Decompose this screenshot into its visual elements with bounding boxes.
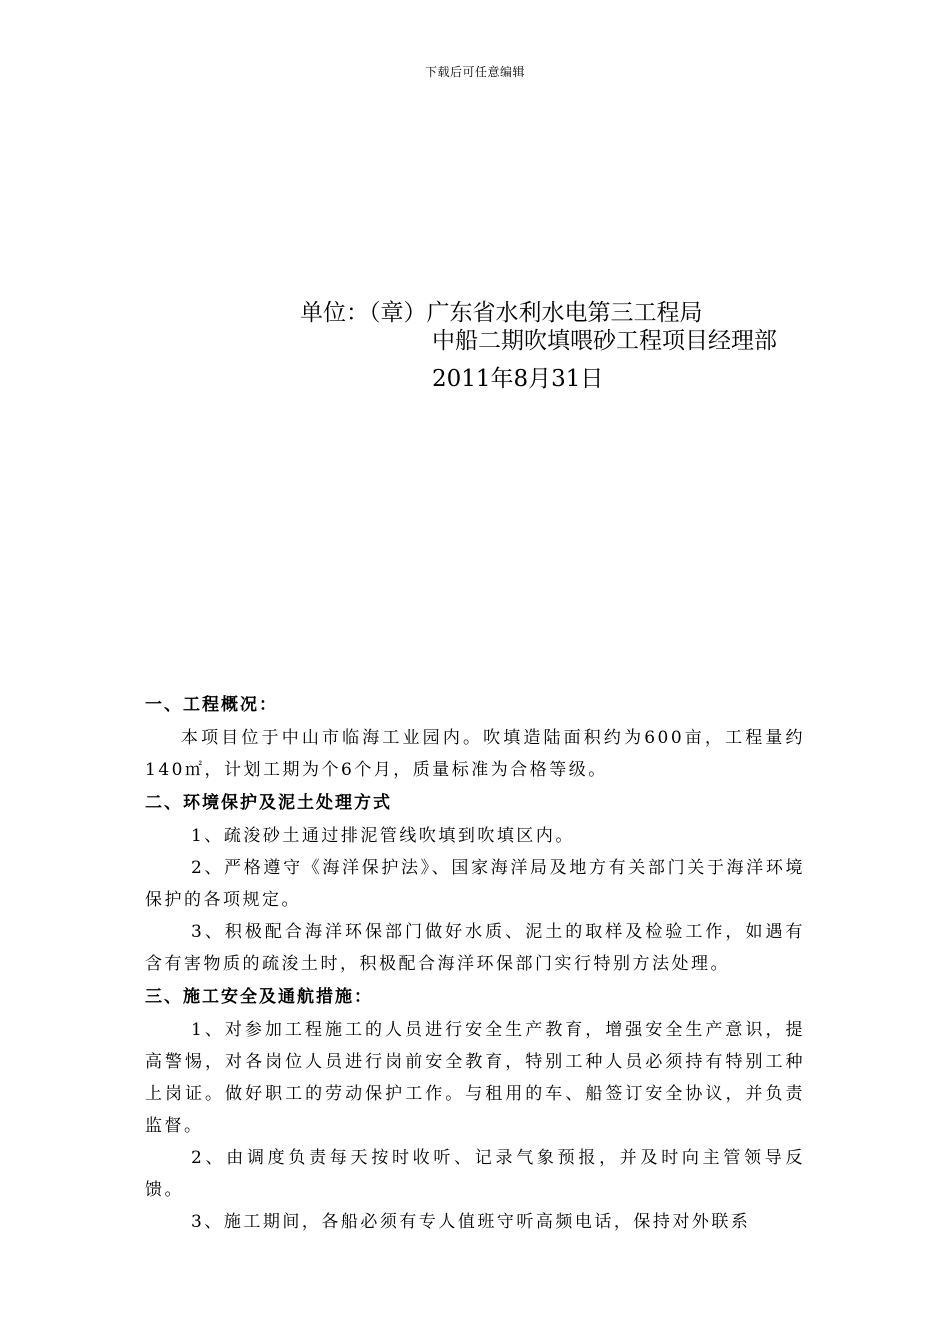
environment-paragraph-1: 1、疏浚砂土通过排泥管线吹填到吹填区内。 xyxy=(191,826,575,846)
overview-paragraph: 本项目位于中山市临海工业园内。吹填造陆面积约为600亩，工程量约140㎡，计划工期为个6个月，质量标准为合格等级。 xyxy=(145,728,805,780)
safety-paragraph-3: 3、施工期间，各船必须有专人值班守听高频电话，保持对外联系 xyxy=(191,1212,751,1232)
page-header-note: 下载后可任意编辑 xyxy=(424,65,525,79)
safety-paragraph-1: 1、对参加工程施工的人员进行安全生产教育，增强安全生产意识，提高警惕，对各岗位人员进行岗前安全教育，特别工种人员必须持有特别工种上岗证。做好职工的劳动保护工作。与租用的车、船签订安全协议，并负责监督。 xyxy=(145,1020,805,1136)
section-heading-safety: 三、施工安全及通航措施： xyxy=(145,987,373,1007)
signature-unit-line: 单位：（章）广东省水利水电第三工程局 xyxy=(300,300,703,326)
safety-paragraph-2: 2、由调度负责每天按时收听、记录气象预报，并及时向主管领导反馈。 xyxy=(145,1148,805,1200)
environment-paragraph-3: 3、积极配合海洋环保部门做好水质、泥土的取样及检验工作，如遇有含有害物质的疏浚土时，积极配合海洋环保部门实行特别方法处理。 xyxy=(145,922,805,974)
signature-block xyxy=(0,0,950,400)
signature-date-line: 2011年8月31日 xyxy=(432,366,604,392)
section-heading-environment: 二、环境保护及泥土处理方式 xyxy=(145,793,392,813)
document-body xyxy=(145,688,805,1238)
signature-department-line: 中船二期吹填喂砂工程项目经理部 xyxy=(432,328,777,354)
environment-paragraph-2: 2、严格遵守《海洋保护法》、国家海洋局及地方有关部门关于海洋环境保护的各项规定。 xyxy=(145,858,805,910)
section-heading-overview: 一、工程概况： xyxy=(145,695,278,715)
